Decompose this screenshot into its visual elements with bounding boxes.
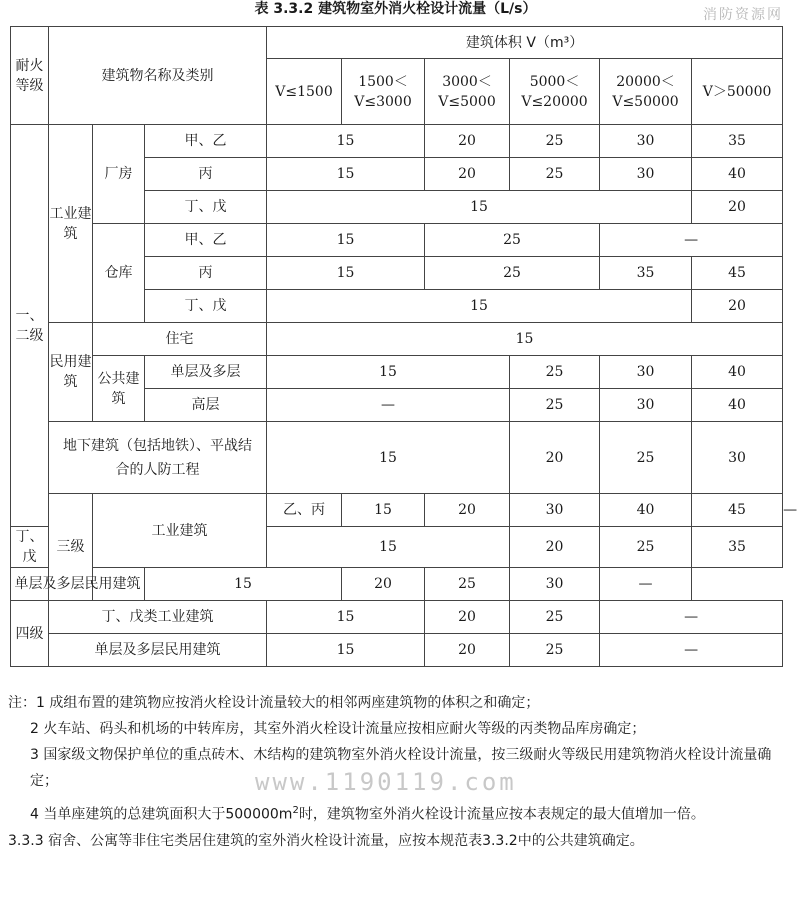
table-cell: 20 [342,568,425,601]
table-cell: 20 [425,158,510,191]
header-col-2: 1500＜V≤3000 [342,59,425,125]
note-4 [8,798,788,828]
header-volume: 建筑体积 V（m³） [267,27,783,59]
table-cell: 35 [692,125,783,158]
table-cell: 25 [510,601,600,634]
table-cell: 30 [600,158,692,191]
table-cell: 20 [425,125,510,158]
note-2: 2 火车站、码头和机场的中转库房，其室外消火栓设计流量应按相应耐火等级的丙类物品库房确定； [30,721,646,737]
table-cell: 25 [510,158,600,191]
table-cell: 15 [267,257,425,290]
table-cell: 25 [425,568,510,601]
table-cell: — [267,389,510,422]
table-cell: 40 [600,494,692,527]
watermark-logo-text: 消防资源网 [703,7,783,23]
grade-3-label: 三级 [49,494,93,601]
grade-4-label: 四级 [11,601,49,667]
table-cell: 30 [600,356,692,389]
note-4-superscript: 2 [292,805,299,816]
table-cell: 15 [267,158,425,191]
civil-4-label: 单层及多层民用建筑 [49,634,267,667]
table-cell: 45 [692,257,783,290]
table-cell: 20 [692,191,783,224]
note-3: 3 国家级文物保护单位的重点砖木、木结构的建筑物室外消火栓设计流量，按三级耐火等级民用建筑物消火栓设计流量确定； [30,747,772,789]
table-cell: — [600,224,783,257]
table-cell: 35 [692,527,783,568]
warehouse-label: 仓库 [93,224,145,323]
row-label: 甲、乙 [145,125,267,158]
grade-12-label: 一、二级 [11,125,49,527]
table-cell: 15 [267,290,692,323]
table-title: 表 3.3.2 建筑物室外消火栓设计流量（L/s） [254,1,537,17]
table-cell: 15 [267,323,783,356]
table-cell: 15 [267,634,425,667]
underground-label: 地下建筑（包括地铁）、平战结合的人防工程 [49,422,267,494]
factory-label: 厂房 [93,125,145,224]
table-cell: 45 [692,494,783,527]
table-cell: 40 [692,356,783,389]
flow-rate-table: 耐火等级 建筑物名称及类别 建筑体积 V（m³） V≤1500 1500＜V≤3000 3000＜V≤5000 5000＜V≤20000 20000＜V≤50000 V＞50000 一、二级 工业建筑 厂房 甲、乙 15 20 25 30 35 丙 15 20 25 30 40 丁、戊 15 20 仓库 甲、乙 15 25 — 丙 15 25 35 45 丁、戊 15 20 民用建筑 住宅 15 公共建筑 单层及多层 15 25 30 40 高层 — 25 30 40 地下建筑（包括地铁）、平战结合的人防工程 15 20 25 30 三级 工业建筑 乙、丙 15 20 30 40 45 — 丁、戊 15 20 25 35 单层及多层民用建筑 15 20 25 30 — 四级 丁、戊类工业建筑 15 20 25 — 单层及多层民用建筑 15 20 25 — [10,26,783,667]
header-col-1: V≤1500 [267,59,342,125]
industrial-3-label: 工业建筑 [93,494,267,568]
row-label: 单层及多层 [145,356,267,389]
table-cell: 25 [425,224,600,257]
header-col-4: 5000＜V≤20000 [510,59,600,125]
table-cell: — [600,601,783,634]
header-col-5: 20000＜V≤50000 [600,59,692,125]
table-cell: 30 [510,494,600,527]
table-cell: 20 [425,634,510,667]
civil-3-label: 单层及多层民用建筑 [11,568,145,601]
header-col-6: V＞50000 [692,59,783,125]
public-label: 公共建筑 [93,356,145,422]
table-cell: 15 [267,224,425,257]
table-cell: 30 [510,568,600,601]
row-label: 高层 [145,389,267,422]
table-cell: 30 [600,389,692,422]
header-fire-grade: 耐火等级 [11,27,49,125]
table-cell: 30 [600,125,692,158]
table-cell: 15 [267,527,510,568]
civil-label: 民用建筑 [49,323,93,422]
table-cell: 20 [510,527,600,568]
header-col-3: 3000＜V≤5000 [425,59,510,125]
table-cell: 25 [510,125,600,158]
table-cell: 20 [692,290,783,323]
table-cell: 15 [267,356,510,389]
note-4-text-a: 4 当单座建筑的总建筑面积大于500000m [30,806,293,823]
row-label: 丁、戊 [145,290,267,323]
row-label: 乙、丙 [267,494,342,527]
industrial-label: 工业建筑 [49,125,93,323]
table-cell: 40 [692,389,783,422]
table-cell: 15 [267,422,510,494]
note-4-text-b: 时，建筑物室外消火栓设计流量应按本表规定的最大值增加一倍。 [298,806,705,823]
residential-label: 住宅 [93,323,267,356]
table-cell: 15 [267,601,425,634]
table-cell: 25 [510,356,600,389]
industrial-4-label: 丁、戊类工业建筑 [49,601,267,634]
table-cell: 35 [600,257,692,290]
clause-3-3-3: 3.3.3 宿舍、公寓等非住宅类居住建筑的室外消火栓设计流量，应按本规范表3.3.2中的公共建筑确定。 [8,832,644,849]
row-label: 丁、戊 [145,191,267,224]
row-label: 丙 [145,158,267,191]
table-cell: 30 [692,422,783,494]
row-label: 甲、乙 [145,224,267,257]
watermark-url: www.1190119.com [255,768,517,796]
note-1: 注：1 成组布置的建筑物应按消火栓设计流量较大的相邻两座建筑物的体积之和确定； [8,695,540,711]
table-cell: 25 [510,634,600,667]
row-label: 丙 [145,257,267,290]
table-cell: 20 [425,494,510,527]
table-cell: 25 [510,389,600,422]
table-cell: 15 [267,125,425,158]
table-cell: 15 [267,191,692,224]
table-cell: 40 [692,158,783,191]
table-cell: 20 [510,422,600,494]
table-cell: 15 [342,494,425,527]
table-cell: 25 [425,257,600,290]
table-cell: 25 [600,527,692,568]
table-cell: — [600,634,783,667]
table-cell: 20 [425,601,510,634]
table-cell: 25 [600,422,692,494]
table-cell: — [600,568,692,601]
row-label: 丁、戊 [11,527,49,568]
table-cell: 15 [145,568,342,601]
header-building-name: 建筑物名称及类别 [49,27,267,125]
